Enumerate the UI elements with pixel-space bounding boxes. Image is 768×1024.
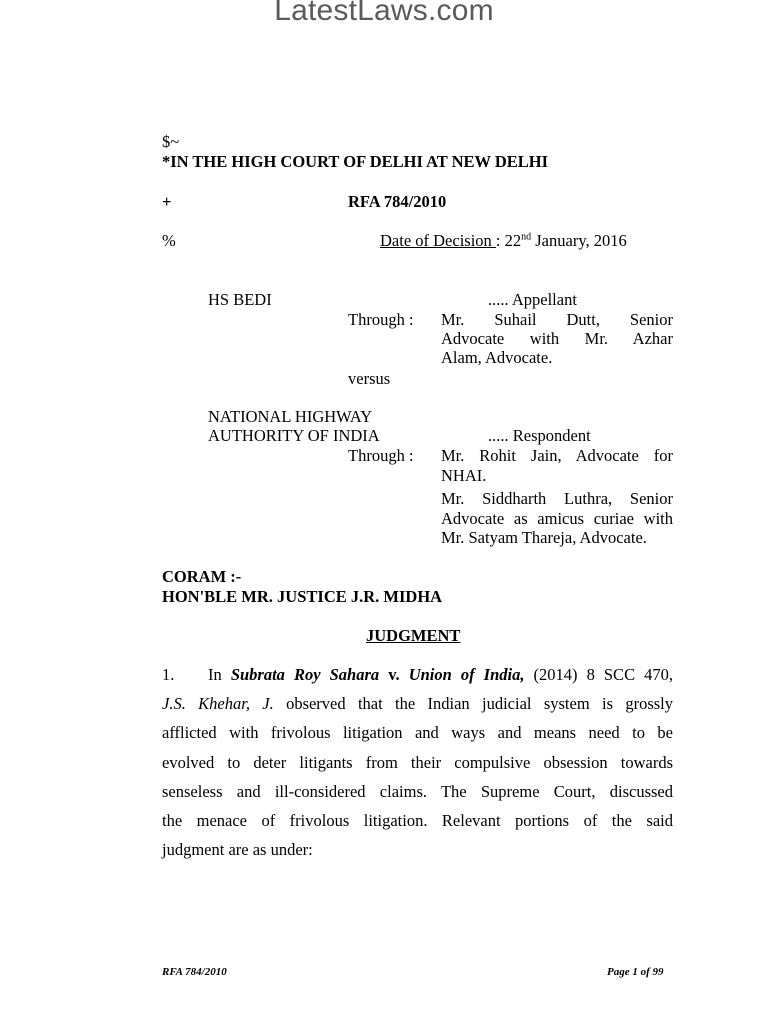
percent-marker: % — [162, 231, 176, 250]
paragraph-line-7: judgment are as under: — [162, 840, 313, 859]
case-citation-party-2: Union of India, — [408, 665, 525, 684]
case-citation-party-1: Subrata Roy Sahara — [230, 665, 380, 684]
appellant-role: ..... Appellant — [488, 290, 577, 309]
through-label-2: Through : — [348, 446, 414, 465]
text-in: In — [208, 665, 231, 684]
judge-name: J.S. Khehar, J. — [162, 694, 274, 713]
respondent-name-line-1: NATIONAL HIGHWAY — [208, 407, 373, 426]
paragraph-number: 1. — [162, 665, 175, 684]
versus-label: versus — [348, 369, 391, 388]
paragraph-line-6: the menace of frivolous litigation. Relevant portions of the said — [162, 811, 673, 830]
plus-marker: + — [162, 192, 172, 211]
decision-colon: : 22 — [495, 231, 522, 250]
counsel-1-line-2: Advocate with Mr. Azhar — [441, 329, 673, 348]
counsel-3-line-3: Mr. Satyam Thareja, Advocate. — [441, 528, 647, 547]
footer-page-number: Page 1 of 99 — [607, 966, 664, 978]
site-watermark: LatestLaws.com — [274, 0, 494, 27]
counsel-1-line-3: Alam, Advocate. — [441, 348, 553, 367]
decision-label: Date of Decision — [380, 231, 496, 250]
case-marker: $~ — [162, 132, 180, 151]
date-of-decision — [380, 231, 627, 250]
respondent-role: ..... Respondent — [488, 426, 591, 445]
coram-label: CORAM :- — [162, 567, 242, 586]
paragraph-line-5: senseless and ill-considered claims. The Supreme Court, discussed — [162, 782, 673, 801]
decision-rest: January, 2016 — [531, 231, 627, 250]
through-label-1: Through : — [348, 310, 414, 329]
counsel-2-line-1: Mr. Rohit Jain, Advocate for — [441, 446, 673, 465]
line-2-text: observed that the Indian judicial system is grossly — [273, 694, 673, 713]
decision-sup: nd — [521, 231, 532, 243]
paragraph-line-1 — [208, 665, 673, 685]
counsel-3-line-2: Advocate as amicus curiae with — [441, 509, 673, 528]
counsel-2-line-2: NHAI. — [441, 466, 487, 485]
paragraph-line-3: afflicted with frivolous litigation and ways and means need to be — [162, 723, 673, 742]
case-number: RFA 784/2010 — [348, 192, 447, 211]
coram-judge: HON'BLE MR. JUSTICE J.R. MIDHA — [162, 587, 443, 606]
paragraph-line-4: evolved to deter litigants from their compulsive obsession towards — [162, 753, 673, 772]
appellant-name: HS BEDI — [208, 290, 272, 309]
citation-reference: (2014) 8 SCC 470, — [524, 665, 674, 684]
court-title: *IN THE HIGH COURT OF DELHI AT NEW DELHI — [162, 152, 549, 171]
counsel-1-line-1: Mr. Suhail Dutt, Senior — [441, 310, 673, 329]
footer-case-number: RFA 784/2010 — [162, 966, 227, 978]
respondent-name-line-2: AUTHORITY OF INDIA — [208, 426, 380, 445]
judgment-heading: JUDGMENT — [366, 626, 461, 645]
case-versus: v. — [379, 665, 409, 684]
paragraph-line-2 — [162, 694, 673, 714]
counsel-3-line-1: Mr. Siddharth Luthra, Senior — [441, 489, 673, 508]
